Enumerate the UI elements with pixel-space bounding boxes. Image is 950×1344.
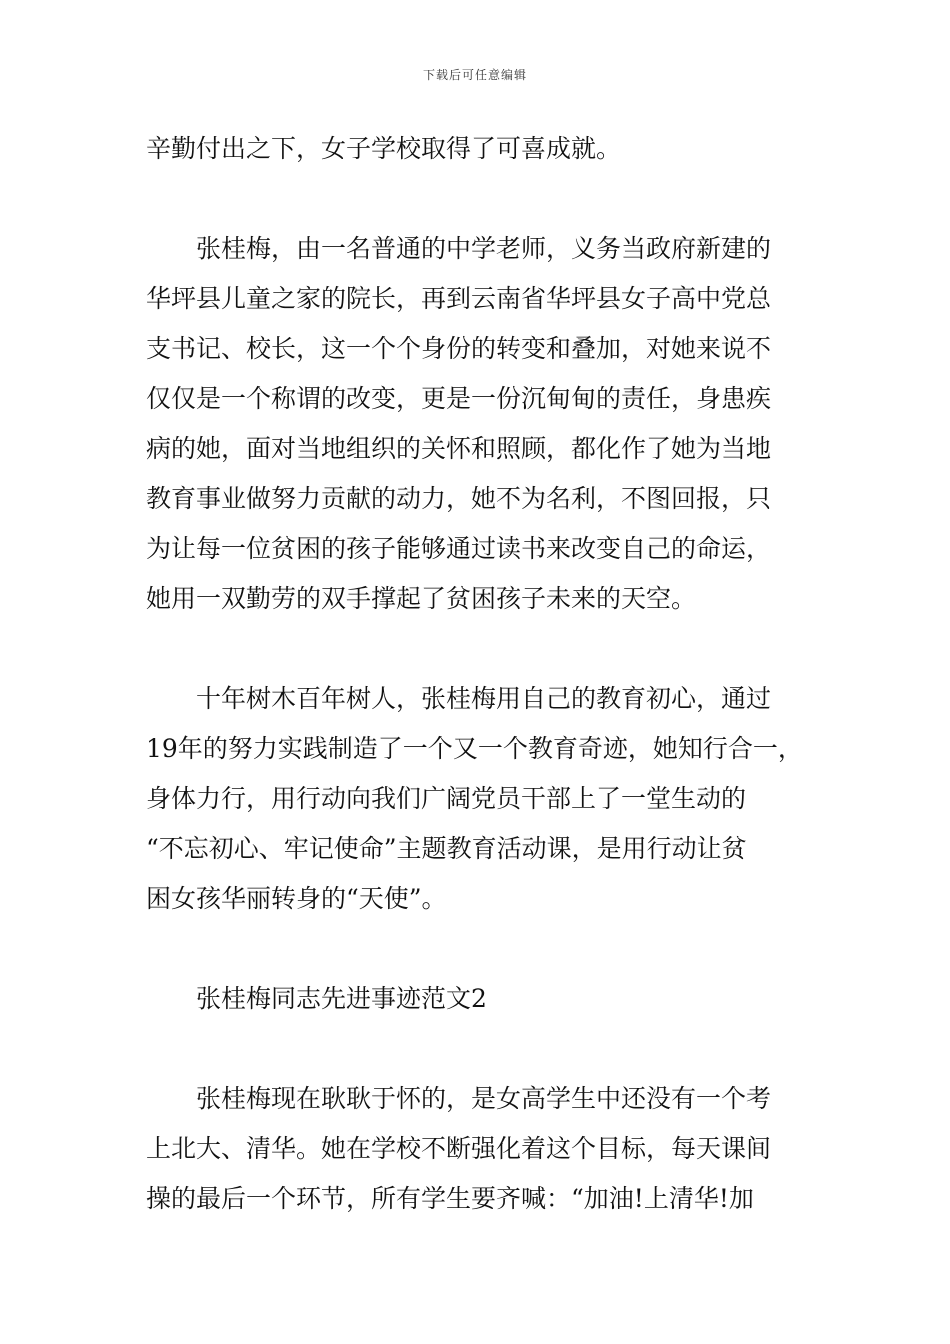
paragraph-line: 19年的努力实践制造了一个又一个教育奇迹，她知行合一， [146, 734, 803, 763]
paragraph-line: 华坪县儿童之家的院长，再到云南省华坪县女子高中党总 [146, 284, 772, 313]
paragraph-line: 张桂梅，由一名普通的中学老师，义务当政府新建的 [196, 234, 772, 263]
paragraph-line: 上北大、清华。她在学校不断强化着这个目标，每天课间 [146, 1134, 772, 1163]
paragraph-line: 教育事业做努力贡献的动力，她不为名利，不图回报，只 [146, 484, 772, 513]
paragraph-line: 操的最后一个环节，所有学生要齐喊：“加油!上清华!加 [146, 1184, 754, 1213]
paragraph-line: 她用一双勤劳的双手撑起了贫困孩子未来的天空。 [146, 584, 697, 613]
header-note: 下载后可任意编辑 [422, 68, 527, 82]
paragraph-line: 支书记、校长，这一个个身份的转变和叠加，对她来说不 [146, 334, 772, 363]
paragraph-line: 困女孩华丽转身的“天使”。 [146, 884, 447, 913]
paragraph-line: 辛勤付出之下，女子学校取得了可喜成就。 [146, 134, 622, 163]
paragraph-line: 身体力行，用行动向我们广阔党员干部上了一堂生动的 [146, 784, 747, 813]
paragraph-line: “不忘初心、牢记使命”主题教育活动课，是用行动让贫 [146, 834, 747, 863]
paragraph-line: 病的她，面对当地组织的关怀和照顾，都化作了她为当地 [146, 434, 772, 463]
section-heading: 张桂梅同志先进事迹范文2 [196, 984, 487, 1013]
paragraph-line: 为让每一位贫困的孩子能够通过读书来改变自己的命运， [146, 534, 772, 563]
paragraph-line: 十年树木百年树人，张桂梅用自己的教育初心，通过 [196, 684, 772, 713]
paragraph-line: 张桂梅现在耿耿于怀的，是女高学生中还没有一个考 [196, 1084, 772, 1113]
paragraph-line: 仅仅是一个称谓的改变，更是一份沉甸甸的责任，身患疾 [146, 384, 772, 413]
